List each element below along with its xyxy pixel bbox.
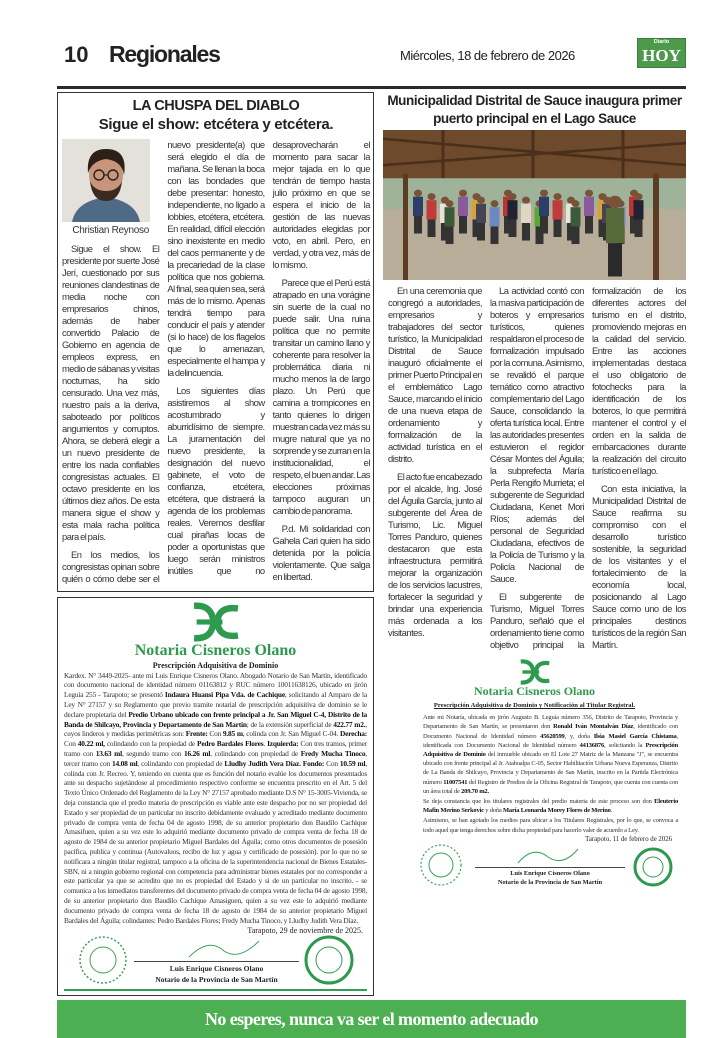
- right-stack: [383, 92, 686, 889]
- signature-icon: [513, 845, 583, 867]
- notice-emphasis: 10.59 ml: [339, 758, 366, 768]
- notice-text: , colinda con Jr. San Miguel C-04.: [242, 729, 340, 739]
- notice-text: Con: [64, 739, 78, 749]
- column-paragraph: Parece que el Perú está atrapado en una vorágine sin suerte de la cual no puede salir. Una ruina política que no permite transitar un camino llano y coherente para resolver la problemática diaria ni mucho menos la de largo plazo. Un Perú que camina a trompicones en tanto quienes lo dirigen muestran cada vez más su mugre natural que ya no sorprende y se zurran en la institucionalidad, el respeto, el buen andar. Las elecciones próximas tampoco auguran un cambio de panorama.: [272, 277, 370, 516]
- notice-body: [423, 713, 678, 835]
- notice-footer: [64, 925, 367, 987]
- column-kicker: LA CHUSPA DEL DIABLO: [132, 98, 300, 114]
- logo-small-text: Diario: [653, 39, 670, 45]
- column-paragraph: Sigue el show. El presidente por suerte José Jerí, cuestionado por sus reuniones clandestinas de media noche con empresarios chinos, además de haber convertido Palacio de Gobierno en agencia de empleos express, en medio de sábanas y visitas nocturnas, ha sido censurado. Una vez más, nuestro país a la deriva, saboteado por políticos angurrientos y corruptos. Ahora, se deberá elegir a un nuevo presidente de entre los nada confiables congresistas actuales. El octavo presidente en los últimos diez años. De esta manera sigue el show y esta mala racha política para el país.: [62, 243, 160, 542]
- signer-block: [134, 961, 299, 985]
- notice-text: .: [610, 807, 613, 815]
- left-stack: [57, 92, 374, 996]
- news-photo: [383, 130, 686, 280]
- logo-main-text: HOY: [642, 46, 681, 65]
- notice-emphasis: 14.08 ml: [111, 758, 138, 768]
- author-name: Christian Reynoso: [72, 225, 149, 236]
- notice-emphasis: 16.26 ml: [184, 748, 211, 758]
- notice-text: Se deja constancia que los titulares registrales del predio materia de este proceso son don: [423, 798, 655, 806]
- issue-date: Miércoles, 18 de febrero de 2026: [400, 48, 575, 63]
- notice-text: Con tres tramos, primer tramo con: [64, 739, 368, 758]
- notice-text: Asimismo, se han agotado los medios para ubicar a los Titulares Registrales, por lo que, se convoca a todo aquel que tenga derechos sobre dicha propiedad para hacerlo valer de acuerdo a Ley.: [423, 817, 678, 834]
- diario-hoy-logo: [637, 38, 686, 68]
- news-paragraph: El subgerente de Turismo, Miguel Torres Panduro, señaló que el ordenamiento tiene como objetivo principal la formalización de los diferentes actores del turismo en el distrito, promoviendo mejoras en la calidad del servicio. Entre las acciones implementadas destaca el uso obligatorio de fotochecks para la identificación de los boteros, lo que permitirá mantener el control y el orden en la salida de embarcaciones durante la realización del circuito turístico en el lago.: [490, 285, 686, 650]
- notice-emphasis: Ilsia Masiel García Chistama: [593, 732, 677, 740]
- notary-notice-2: [383, 657, 686, 889]
- notary-logo-icon: [515, 659, 555, 685]
- notary-notice-1: [57, 597, 374, 996]
- signer-block: [475, 867, 625, 888]
- notice-emphasis: Fredy Mucha Tinoco: [300, 748, 366, 758]
- notice-text: , solicitando al Amparo de la Ley N° 27157 y su Reglamento que previo tramite notarial de prescripción adquisitiva de dominio se le declare propietaria del: [64, 690, 367, 719]
- column-title: Sigue el show: etcétera y etcétera.: [98, 116, 334, 133]
- header-rule: [57, 86, 686, 89]
- notice-emphasis: Lludhy Judith Vera Díaz. Fondo:: [224, 758, 325, 768]
- notice-text: del Registro de Predios de la Oficina Registral de Tarapoto, que cuenta con cuenta con un área total de: [423, 778, 678, 795]
- notice-emphasis: 44136876: [579, 741, 605, 749]
- notice-emphasis: Frente:: [185, 729, 208, 739]
- news-body: [383, 285, 686, 651]
- notice-text: .: [263, 739, 268, 749]
- notice-title: Prescripción Adquisitiva de Dominio y Notificación al Titular Registral.: [433, 702, 636, 710]
- column-paragraph: Los siguientes días asistiremos al show acostumbrado y aburridísimo de siempre. La juramentación del nuevo presidente, la designación del nuevo gabinete, el voto de confianza, etcétera, etcétera, que distraerá la agenda de los problemas reales. Veremos desfilar cual pirañas locas de poder a oportunistas que luego serán ministros inútiles que no desaprovecharán el momento para sacar la mejor tajada en lo que tendrán de tiempo hasta julio próximo en que se espera el inicio de la gestión de las nuevas autoridades elegidas por voto, en abril. Pero, en verdad, y otra vez, más de lo mismo.: [167, 139, 370, 576]
- notary-brand: Notaria Cisneros Olano: [473, 684, 596, 698]
- notice-text: , cuyos linderos y medidas perimétricas son:: [64, 719, 368, 739]
- notice-emphasis: Prescripción Adquisitiva de Dominio: [423, 741, 678, 758]
- notary-logo-icon: [190, 602, 242, 642]
- paragraph-break: [423, 796, 678, 797]
- news-paragraph: La actividad contó con la masiva participación de boteros y empresarios turísticos, quienes respaldaron el proceso de formalización impulsado por la comuna. Asimismo, se revalidó el parque temático como atractivo complementario del Lago Sauce, consolidando la oferta turística local. Entre las autoridades presentes estuvieron el regidor César Montes del Águila; la subprefecta María Perla Rengifo Murrieta; el subgerente de Seguridad Ciudadana, Kenet Mori Ríos; además del personal de Seguridad Ciudadana, efectivos de la Policía de Turismo y la Policía Nacional de Sauce.: [490, 285, 584, 584]
- column-paragraph: P.d. Mi solidaridad con Gahela Cari quien ha sido detenida por la policía violentamente. Que salga en libertad.: [272, 523, 370, 582]
- notice-place-date: Tarapoto, 11 de febrero de 2026: [585, 835, 672, 843]
- notice-title: Prescripción Adquisitiva de Dominio: [152, 660, 279, 670]
- official-seal-icon: [633, 847, 673, 887]
- page-number: 10: [64, 42, 89, 67]
- notice-emphasis: Eleuterio Mafin Merino Serkovic: [423, 798, 678, 815]
- signer-role: Notario de la Provincia de San Martín: [155, 975, 278, 985]
- notice-text: colindando con la propiedad de: [104, 739, 197, 749]
- notice-text: , colindando con propiedad de: [210, 748, 301, 758]
- column-paragraph: En los medios, los congresistas opinan sobre quién o cómo debe ser el nuevo presidente(a) que será elegido el día de mañana. Se llenan la boca con las bondades que debe presentar: honesto, independiente, no ligado a lobbies, etcétera, etcétera. En realidad, difícil elección sino inexistente en medio del caos permanente y de la precariedad de la clase política que nos gobierna. Al final, sea quien sea, será más de lo mismo. Apenas tendrá tiempo para conducir el país y atender (si lo hace) de los flagelos que lo amenazan, especialmente el hampa y la delincuencia.: [62, 139, 265, 584]
- notice-text: , tercer tramo con: [64, 748, 368, 768]
- green-rule: [64, 989, 367, 991]
- notice-text: , segundo tramo con: [121, 748, 185, 758]
- notice-emphasis: Derecha:: [340, 729, 367, 739]
- signer-role: Notario de la Provincia de San Martín: [497, 879, 603, 887]
- notice-emphasis: Izquierda:: [267, 739, 299, 749]
- notice-footer: [383, 835, 686, 889]
- notice-text: Con: [324, 758, 340, 768]
- notice-emphasis: 209.70 m2.: [461, 787, 489, 795]
- news-paragraph: El acto fue encabezado por el alcalde, Ing. José del Águila García, junto al subgerente del Área de Turismo, Lic. Miguel Torres Panduro, quienes destacaron que esta infraestructura permitirá mejorar la organización de los servicios lacustres, fortalecer la seguridad y brindar una experiencia más ordenada a los visitantes.: [388, 471, 482, 638]
- notice-emphasis: 45620599: [540, 732, 565, 740]
- notice-emphasis: Indaura Huansi Pipa Vda. de Cachique: [164, 690, 285, 700]
- content-row: [57, 92, 686, 996]
- notice-emphasis: Pedro Bardales Flores: [197, 739, 264, 749]
- opinion-column: [57, 92, 374, 592]
- notice-emphasis: 9.85 m: [222, 729, 243, 739]
- notice-text: Con: [207, 729, 223, 739]
- notice-text: Ante mi Notaría, ubicada en jirón Augusto B. Leguía número 356, Distrito de Tarapoto, Provincia y Departamento de San Martín, se presentaron don: [423, 714, 678, 731]
- page-body: [57, 92, 686, 1038]
- notice-emphasis: Predio Urbano ubicado con frente principal a Jr. San Miguel C-4, Distrito de la Banda de Shilcayo, Provincia y Departamento de San Martín: [64, 709, 367, 729]
- section-title: Regionales: [109, 41, 220, 67]
- notice-text: , y, doña: [564, 732, 594, 740]
- signature-icon: [184, 937, 264, 961]
- news-paragraph: Con esta iniciativa, la Municipalidad Distrital de Sauce reafirma su compromiso con el desarrollo turístico sostenible, la seguridad de los visitantes y el fortalecimiento de la economía local, posicionando al Lago Sauce como uno de los principales destinos turísticos de la región San Martín.: [592, 483, 686, 650]
- notice-text: del inmueble ubicado en El Lote 27 Matriz de la Manzana "J", se encuentra ubicado con frente principal al Jr. Atahualpa C-05, Sector Habilitación Urbana Nueva Esperanza, Distrito de La Banda de Shilcayo, Provincia y Departamento de San Martín, inscrito en la Partida Electrónica número: [423, 751, 678, 786]
- notice-emphasis: 40.22 ml,: [77, 739, 105, 749]
- notice-emphasis: 11007541: [443, 778, 468, 786]
- notice-text: , identificada con Documento Nacional de Identidad número: [423, 732, 678, 749]
- notary-seal-icon: [419, 843, 463, 887]
- notice-text: , solicitando la: [604, 741, 646, 749]
- news-paragraph: En una ceremonia que congregó a autoridades, empresarios y trabajadores del sector turístico, la Municipalidad Distrital de Sauce inauguró oficialmente el primer Puerto Principal en el emblemático Lago Sauce, marcando el inicio de una nueva etapa de ordenamiento y formalización de la actividad turística en el distrito.: [388, 285, 482, 464]
- column-body: [62, 139, 370, 585]
- signer-name: Luis Enrique Cisneros Olano: [169, 964, 264, 974]
- notice-text: , colinda con Jr. Recreo. Y, teniendo en cuenta que es función del notario evalúe los documentos presentados ante su despacho sujetándose al procedimiento respectivo conforme se encuentra prescrito en el Art. 5 del Texto Único Ordenado del Reglamento de la Ley N° 27157 aprobado mediante D.S N° 15-3005-Vivienda, se deja constancia que el predio materia de prescripción es viable ante este despacho por no ser propiedad del Estado y ser propiedad de un particular no inscrito debidamente evaluado y acreditado mediante documento privado de compra venta de fecha 04 de agosto 1998, de su anterior propietario don Baudilo Cachique Amasifuen, quien a su vez este lo adquirió mediante documento privado de compra venta de fecha 18 de agosto de 1984 de su anterior propietario Miguel Bardales del Águila; como otros documentos de posesión pacífica, publica y continua (Autovaluos, recibo de luz y agua y certificado de posesión). por lo que no se notificara a ningún titular registral, tampoco a la oficina de la superintendencia nacional de Bienes Estatales-SBN, ni a ningún gobierno regional con competencia para administrar bienes estatales por no corresponder a este particular ya que se acredito que no es propiedad del Estado y si de un particular no inscrito. - se comunica a los inmediatos transferentes del documento privado de compra venta de fecha 04 de agosto 1998, de su anterior propietario don Baudilo Cachique Amasiguen, quien a su vez este lo adquirió mediante documento privado de compra venta de fecha 18 de agosto de 1984 de su anterior propietario Miguel Bardales del Águila; colindantes: Pedro Bardales Flores; Fredy Mucha Tinoco, y Lludhy Judith Vera Díaz.: [64, 758, 368, 925]
- notice-body: [64, 671, 367, 926]
- notary-seal-icon: [78, 935, 128, 985]
- notary-brand: Notaria Cisneros Olano: [134, 642, 297, 659]
- news-headline: Municipalidad Distrital de Sauce inaugura primer puerto principal en el Lago Sauce: [387, 93, 682, 126]
- notice-text: y doña: [483, 807, 503, 815]
- notice-text: , identificado con Documento Nacional de Identidad número: [423, 723, 678, 740]
- notice-text: Kardex. N° 3449-2025- ante mi Luis Enrique Cisneros Olano. Abogado Notario de San Martín, identificado con documento nacional de identidad número 01163812 y RUC número 10011638126, ubicado en jirón Leguía 255 - Tarapoto; se presentó: [64, 670, 367, 700]
- notice-emphasis: 422.77 m2.: [333, 719, 366, 729]
- notice-emphasis: 13.63 ml: [95, 748, 122, 758]
- notice-emphasis: Ronald Iván Montalván Díaz: [553, 723, 634, 731]
- notice-text: , colindando con propiedad de: [137, 758, 225, 768]
- notice-emphasis: María Leonarda Morey Flores de Merino: [502, 807, 611, 815]
- footer-banner: No esperes, nunca va ser el momento adecuado: [57, 1000, 686, 1038]
- signer-name: Luis Enrique Cisneros Olano: [510, 869, 590, 877]
- official-seal-icon: [304, 935, 354, 985]
- notice-place-date: Tarapoto, 29 de noviembre de 2025.: [247, 926, 363, 936]
- notice-text: ; de la extensión superficial de: [246, 719, 334, 729]
- author-photo: [62, 139, 150, 222]
